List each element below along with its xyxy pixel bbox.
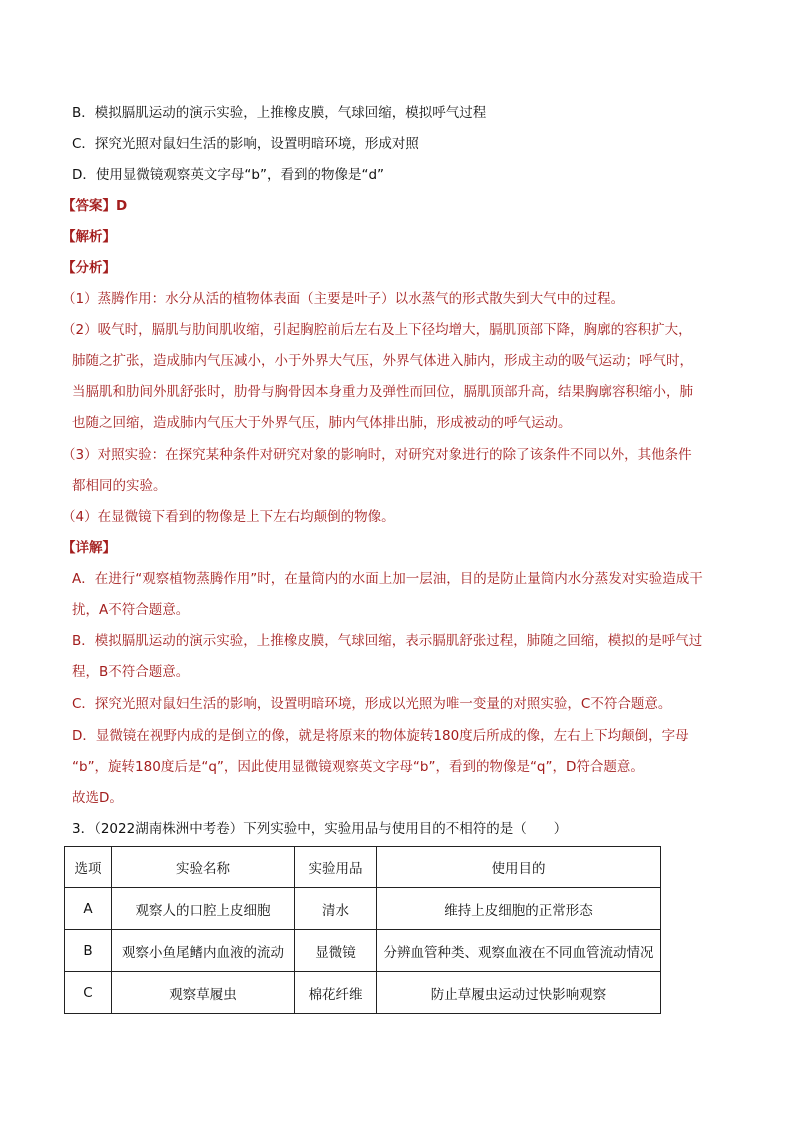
details-line: D．显微镜在视野内成的是倒立的像，就是将原来的物体旋转180度后所成的像，左右上下均颠倒，字母 [72,728,689,744]
details-line: A．在进行“观察植物蒸腾作用”时，在量筒内的水面上加一层油，目的是防止量筒内水分蒸发对实验造成干 [72,571,703,587]
option-b: B．模拟膈肌运动的演示实验，上推橡皮膜，气球回缩，模拟呼气过程 [72,105,487,121]
question-stem: 3．（2022湖南株洲中考卷）下列实验中，实验用品与使用目的不相符的是（ ） [72,821,568,837]
analysis-heading: 【分析】 [62,260,116,276]
analysis-line: 当膈肌和肋间外肌舒张时，肋骨与胸骨因本身重力及弹性而回位，膈肌顶部升高，结果胸廓容积缩小，肺 [72,384,693,400]
details-line: C．探究光照对鼠妇生活的影响，设置明暗环境，形成以光照为唯一变量的对照实验，C不符合题意。 [72,696,672,712]
details-line: 故选D。 [72,790,123,806]
table-cell: 观察人的口腔上皮细胞 [112,888,295,930]
analysis-line: （1）蒸腾作用：水分从活的植物体表面（主要是叶子）以水蒸气的形式散失到大气中的过程。 [62,291,625,307]
details-heading: 【详解】 [62,540,116,556]
table-header-row [65,847,661,888]
table-cell: 显微镜 [295,930,377,972]
answer-label: 【答案】D [62,198,128,214]
details-line: B．模拟膈肌运动的演示实验，上推橡皮膜，气球回缩，表示膈肌舒张过程，肺随之回缩，模拟的是呼气过 [72,633,703,649]
table-cell: C [65,972,112,1014]
option-c: C．探究光照对鼠妇生活的影响，设置明暗环境，形成对照 [72,136,419,152]
table-header-cell: 实验用品 [295,847,377,888]
table-cell: 防止草履虫运动过快影响观察 [377,972,661,1014]
table-cell: 棉花纤维 [295,972,377,1014]
table-cell: 维持上皮细胞的正常形态 [377,888,661,930]
table-cell: A [65,888,112,930]
explanation-heading: 【解析】 [62,229,116,245]
table-cell: 清水 [295,888,377,930]
option-d: D．使用显微镜观察英文字母“b”，看到的物像是“d” [72,167,385,183]
experiment-table [64,846,661,1014]
analysis-line: 肺随之扩张，造成肺内气压减小，小于外界大气压，外界气体进入肺内，形成主动的吸气运动；呼气时， [72,353,693,369]
table-row [65,888,661,930]
table-cell: 观察小鱼尾鳍内血液的流动 [112,930,295,972]
table-cell: 分辨血管种类、观察血液在不同血管流动情况 [377,930,661,972]
analysis-line: 也随之回缩，造成肺内气压大于外界气压，肺内气体排出肺，形成被动的呼气运动。 [72,415,572,431]
details-line: 程，B不符合题意。 [72,664,190,680]
analysis-line: （4）在显微镜下看到的物像是上下左右均颠倒的物像。 [62,509,395,525]
table-header-cell: 实验名称 [112,847,295,888]
analysis-line: （2）吸气时，膈肌与肋间肌收缩，引起胸腔前后左右及上下径均增大，膈肌顶部下降，胸廓的容积扩大， [62,322,692,338]
details-line: 扰，A不符合题意。 [72,602,190,618]
table-cell: B [65,930,112,972]
table-header-cell: 使用目的 [377,847,661,888]
analysis-line: （3）对照实验：在探究某种条件对研究对象的影响时，对研究对象进行的除了该条件不同以外，其他条件 [62,447,692,463]
table-row [65,972,661,1014]
table-cell: 观察草履虫 [112,972,295,1014]
table-row [65,930,661,972]
details-line: “b”，旋转180度后是“q”，因此使用显微镜观察英文字母“b”，看到的物像是“q”，D符合题意。 [72,759,644,775]
analysis-line: 都相同的实验。 [72,478,167,494]
table-header-cell: 选项 [65,847,112,888]
